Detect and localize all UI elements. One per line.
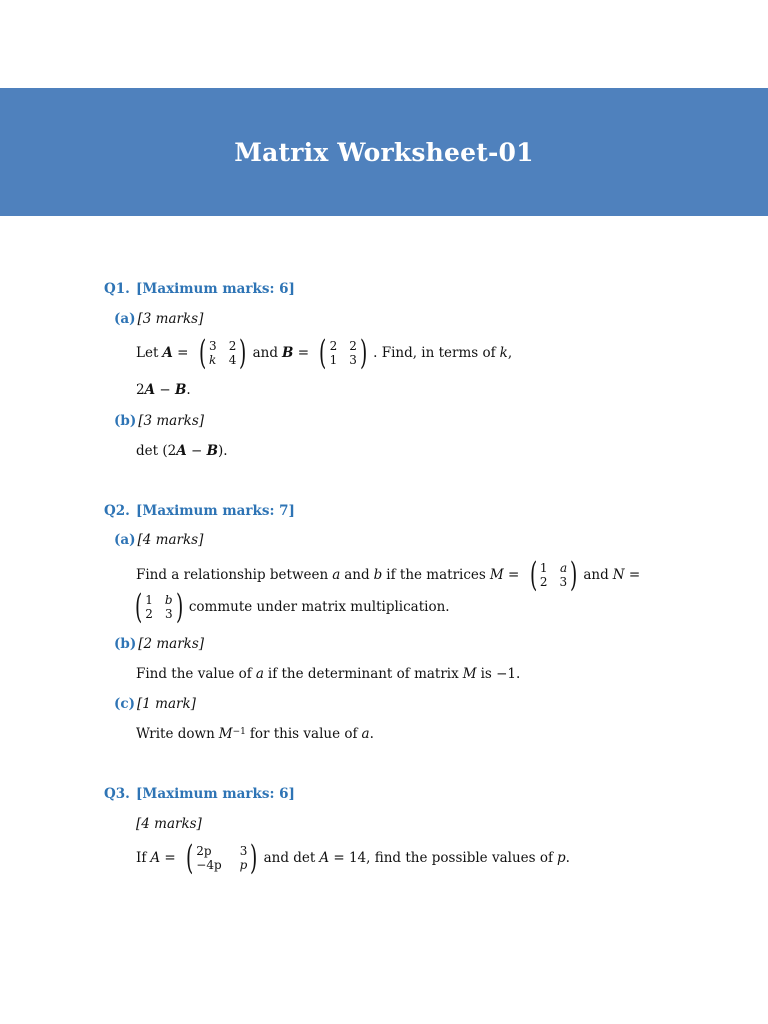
minus: − — [186, 443, 207, 459]
text: Find a relationship between — [136, 567, 329, 583]
var-k: k — [499, 345, 508, 361]
var-M: M — [218, 726, 233, 742]
page-title: Matrix Worksheet-01 — [234, 137, 534, 167]
part-marks: [3 marks] — [137, 311, 204, 327]
var-a: a — [255, 666, 264, 682]
q1-part-b-header — [114, 413, 204, 429]
det-open: det (2 — [136, 443, 177, 459]
text: for this value of — [249, 726, 358, 742]
text-find: . Find, in terms of — [373, 345, 496, 361]
question-number: Q2. — [104, 503, 130, 519]
q2-part-c-header — [114, 696, 196, 712]
var-A: A — [319, 850, 330, 866]
matrix-A: ( 3 2 k 4 ) — [198, 333, 247, 373]
q3-marks: [4 marks] — [136, 816, 202, 832]
dot: . — [186, 382, 191, 398]
part-marks: [1 mark] — [137, 696, 196, 712]
text: Find the value of — [136, 666, 252, 682]
question-1-header — [104, 281, 295, 297]
equals: = — [172, 345, 193, 361]
part-marks: [3 marks] — [138, 413, 205, 429]
q2-part-b-header — [114, 636, 204, 652]
var-A: A — [162, 345, 173, 361]
question-number: Q1. — [104, 281, 130, 297]
var-A: A — [144, 382, 156, 398]
max-marks: [Maximum marks: 6] — [136, 281, 295, 297]
equals: = — [503, 567, 524, 583]
matrix-M: ( 1 a 2 3 ) — [529, 555, 578, 595]
var-M: M — [489, 567, 504, 583]
part-label: (a) — [114, 532, 136, 548]
text-and: and — [583, 567, 609, 583]
text-if: If — [136, 850, 147, 866]
equals: = — [160, 850, 180, 866]
q3-text — [136, 838, 570, 878]
var-M: M — [462, 666, 477, 682]
q1-matrix-definition — [136, 333, 513, 373]
var-b: b — [373, 567, 383, 583]
part-label: (b) — [114, 636, 137, 652]
period: . — [565, 850, 570, 866]
question-2-header — [104, 503, 295, 519]
text: Write down — [136, 726, 215, 742]
var-A: A — [176, 443, 187, 459]
var-p: p — [556, 850, 566, 866]
var-B: B — [174, 382, 187, 398]
var-a: a — [361, 726, 370, 742]
q2-relationship-line — [136, 555, 645, 595]
var-A: A — [150, 850, 161, 866]
question-3-header — [104, 786, 295, 802]
coef: 2 — [136, 382, 145, 398]
question-number: Q3. — [104, 786, 130, 802]
part-marks: [2 marks] — [138, 636, 205, 652]
comma: , — [507, 345, 513, 361]
var-B: B — [281, 345, 294, 361]
equals: = — [293, 345, 314, 361]
max-marks: [Maximum marks: 6] — [136, 786, 295, 802]
q1-part-a-header — [114, 311, 203, 327]
text: = 14, find the possible values of — [329, 850, 553, 866]
minus: − — [155, 382, 175, 398]
part-label: (b) — [114, 413, 137, 429]
var-B: B — [206, 443, 219, 459]
det-close: ). — [218, 443, 228, 459]
text-and: and — [344, 567, 370, 583]
var-N: N — [612, 567, 625, 583]
part-label: (c) — [114, 696, 135, 712]
matrix-N: ( 1 b 2 3 ) — [134, 587, 183, 627]
equals: = — [624, 567, 645, 583]
matrix-B: ( 2 2 1 3 ) — [319, 333, 368, 373]
q1-expression — [136, 382, 191, 398]
max-marks: [Maximum marks: 7] — [136, 503, 295, 519]
text-let: Let — [136, 345, 159, 361]
q2-commute-line — [132, 587, 450, 627]
period: . — [369, 726, 374, 742]
text: and det — [263, 850, 316, 866]
inverse-exponent: −1 — [232, 727, 246, 737]
part-label: (a) — [114, 311, 136, 327]
text: if the determinant of matrix — [267, 666, 459, 682]
q2-part-a-header — [114, 532, 203, 548]
matrix-A: ( 2p 3 −4p p ) — [185, 838, 258, 878]
title-banner — [0, 88, 768, 216]
text-commute: commute under matrix multiplication. — [188, 599, 450, 615]
var-a: a — [332, 567, 341, 583]
text: if the matrices — [386, 567, 486, 583]
part-marks: [4 marks] — [137, 532, 204, 548]
text-and: and — [252, 345, 278, 361]
text: is −1. — [480, 666, 521, 682]
q2-c-text — [136, 726, 374, 742]
q2-b-text — [136, 666, 520, 682]
q1-det-expression — [136, 443, 228, 459]
